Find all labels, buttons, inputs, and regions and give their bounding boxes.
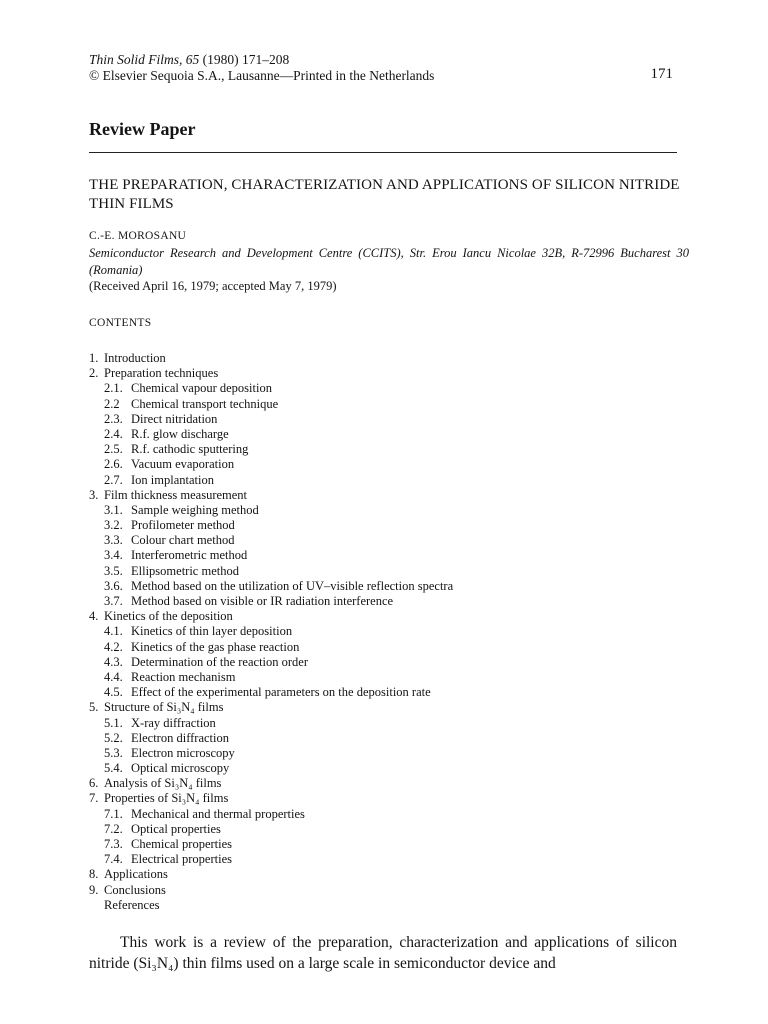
toc-entry [89,670,453,685]
toc-entry [89,488,453,503]
toc-entry [89,807,453,822]
author-name: C.-E. MOROSANU [89,230,187,242]
toc-entry-number: 2.4. [104,426,123,441]
toc-entry-text: Analysis of Si₃N₄ films [104,776,222,791]
toc-entry [89,473,453,488]
toc-entry [89,837,453,852]
toc-entry-number: 5.4. [104,761,123,776]
toc-entry-text: Electron microscopy [131,745,235,760]
journal-header [89,52,434,84]
toc-entry [89,761,453,776]
toc-entry-text: Optical properties [131,821,221,836]
toc-entry-text: Ion implantation [131,472,214,487]
toc-entry [89,867,453,882]
citation-rest: (1980) 171–208 [199,52,290,67]
toc-entry [89,548,453,563]
toc-entry-text: Ellipsometric method [131,563,239,578]
toc-entry [89,351,453,366]
toc-entry-number: 4. [89,609,99,624]
toc-entry-number: 7.2. [104,821,123,836]
toc-entry-text: Colour chart method [131,533,235,548]
contents-heading: CONTENTS [89,317,152,329]
toc-entry-text: Sample weighing method [131,502,259,517]
toc-entry [89,594,453,609]
toc-entry-text: Chemical transport technique [131,396,279,411]
toc-entry [89,518,453,533]
author-affiliation: Semiconductor Research and Development Centre (CCITS), Str. Erou Iancu Nicolae 32B, R-72996 Bucharest 30 (Romania) [89,246,689,277]
toc-entry-text: Optical microscopy [131,761,230,776]
toc-entry-text: Vacuum evaporation [131,457,235,472]
toc-entry-text: R.f. glow discharge [131,426,229,441]
paper-title: THE PREPARATION, CHARACTERIZATION AND APPLICATIONS OF SILICON NITRIDE THIN FILMS [89,177,680,212]
toc-entry-number: 2.3. [104,411,123,426]
toc-entry-number: 2.2 [104,396,120,411]
toc-entry-number: 3.6. [104,578,123,593]
toc-entry-text: Applications [104,867,168,882]
toc-entry [89,503,453,518]
toc-entry-number: 2.6. [104,457,123,472]
toc-entry-number: 3.7. [104,594,123,608]
toc-entry-text: Chemical properties [131,837,233,851]
toc-entry-text: R.f. cathodic sputtering [131,442,249,457]
toc-entry-number: 5.2. [104,730,123,745]
toc-entry [89,776,453,791]
toc-entry [89,366,453,381]
toc-entry-number: 3.5. [104,563,123,578]
toc-entry [89,716,453,731]
toc-entry-number: 5.1. [104,715,123,730]
body-paragraph: This work is a review of the preparation, characterization and applications of silicon nitride (Si₃N₄) thin films used on a large scale in semiconductor device and [89,934,677,972]
toc-entry [89,381,453,396]
toc-entry-number: 4.2. [104,639,123,654]
section-label: Review Paper [89,119,196,139]
toc-entry [89,822,453,837]
toc-entry-number: 7.4. [104,852,123,867]
toc-entry-text: Introduction [104,351,166,365]
toc-entry-text: Film thickness measurement [104,487,248,502]
toc-entry-text: X-ray diffraction [131,715,216,730]
toc-entry-number: 3.2. [104,518,123,533]
toc-entry-text: Conclusions [104,882,166,897]
toc-entry-number: 4.4. [104,669,123,684]
toc-entry [89,640,453,655]
toc-entry [89,655,453,670]
table-of-contents [89,351,453,913]
toc-entry [89,624,453,639]
toc-entry [89,579,453,594]
toc-entry-number: 5.3. [104,745,123,760]
toc-entry [89,442,453,457]
toc-entry [89,609,453,624]
toc-entry-number: 9. [89,882,99,897]
toc-entry-number: 7. [89,791,99,806]
toc-entry-number: 2.1. [104,381,123,396]
toc-entry-number: 6. [89,776,99,791]
toc-entry-number: 3.1. [104,502,123,517]
toc-entry-number: 7.1. [104,806,123,821]
toc-entry-text: Method based on visible or IR radiation interference [131,594,394,608]
toc-entry-text: Kinetics of the gas phase reaction [131,639,300,654]
page-number: 171 [650,66,673,82]
citation-line [89,52,434,68]
toc-entry-text: Reaction mechanism [131,669,236,684]
toc-entry-text: Electron diffraction [131,730,229,745]
toc-entry [89,791,453,806]
toc-entry [89,898,453,913]
toc-entry-text: Preparation techniques [104,366,219,381]
toc-entry-number: 2. [89,366,99,381]
toc-entry-text: References [104,897,160,912]
toc-entry [89,457,453,472]
journal-name: Thin Solid Films, 65 [89,52,200,67]
toc-entry [89,412,453,427]
toc-entry [89,731,453,746]
toc-entry-number: 4.5. [104,685,123,700]
toc-entry [89,564,453,579]
toc-entry-number: 7.3. [104,837,123,851]
toc-entry [89,427,453,442]
toc-entry [89,852,453,867]
toc-entry [89,746,453,761]
toc-entry-number: 2.7. [104,472,123,487]
toc-entry-text: Direct nitridation [131,411,218,426]
toc-entry [89,685,453,700]
toc-entry-text: Kinetics of thin layer deposition [131,624,293,639]
toc-entry-number: 3.3. [104,533,123,548]
toc-entry-text: Profilometer method [131,518,235,533]
toc-entry-number: 5. [89,700,99,715]
toc-entry [89,883,453,898]
toc-entry-text: Chemical vapour deposition [131,381,272,396]
toc-entry-number: 8. [89,867,99,882]
toc-entry-number: 2.5. [104,442,123,457]
header-rule [89,152,677,153]
toc-entry-number: 4.3. [104,654,123,669]
toc-entry-text: Kinetics of the deposition [104,609,233,624]
toc-entry-text: Determination of the reaction order [131,654,309,669]
toc-entry [89,700,453,715]
toc-entry-number: 3.4. [104,548,123,563]
publisher-line: © Elsevier Sequoia S.A., Lausanne—Printed in the Netherlands [89,68,435,83]
toc-entry-text: Mechanical and thermal properties [131,806,305,821]
toc-entry-number: 3. [89,487,99,502]
toc-entry-text: Properties of Si₃N₄ films [104,791,229,806]
received-dates: (Received April 16, 1979; accepted May 7, 1979) [89,279,337,293]
toc-entry-text: Structure of Si₃N₄ films [104,700,224,715]
toc-entry-text: Electrical properties [131,852,232,867]
toc-entry-text: Effect of the experimental parameters on the deposition rate [131,685,431,700]
toc-entry-text: Method based on the utilization of UV–visible reflection spectra [131,578,454,593]
toc-entry-number: 1. [89,351,99,365]
toc-entry-text: Interferometric method [131,548,248,563]
toc-entry-number: 4.1. [104,624,123,639]
toc-entry [89,533,453,548]
toc-entry [89,397,453,412]
